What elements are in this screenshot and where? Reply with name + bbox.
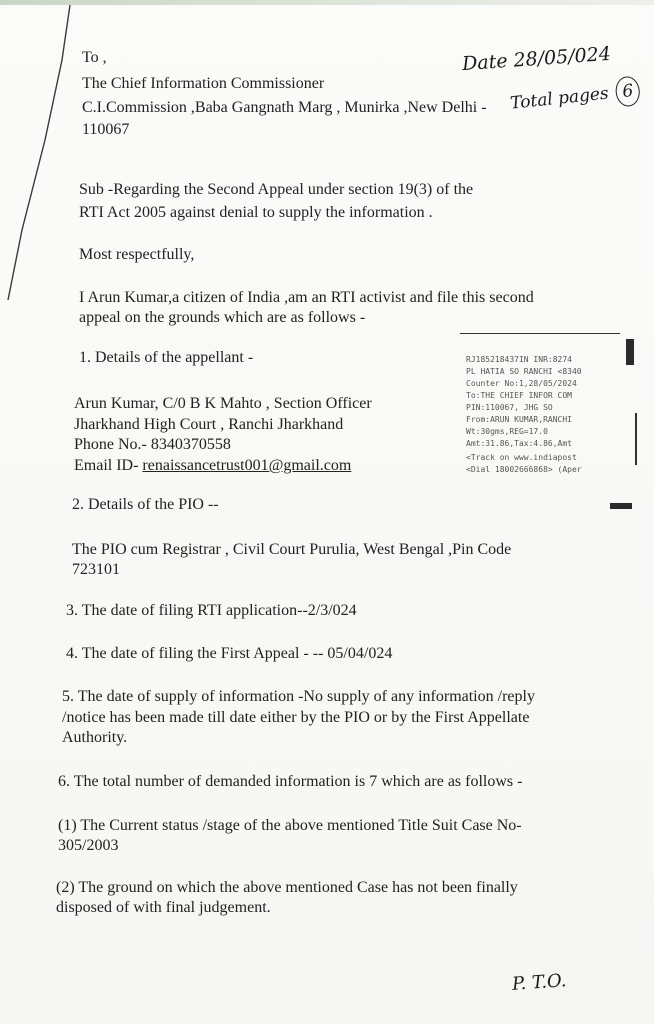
receipt-bottom-mark bbox=[610, 503, 632, 509]
item-1-line-2: 305/2003 bbox=[58, 837, 119, 854]
receipt-line: PIN:110067, JHG SO bbox=[466, 403, 553, 412]
receipt-edge-mark bbox=[626, 339, 634, 365]
item-2-line-2: disposed of with final judgement. bbox=[56, 899, 271, 916]
pio-heading: 2. Details of the PIO -- bbox=[72, 496, 219, 513]
postal-receipt-slip bbox=[460, 333, 640, 518]
pio-line-2: 723101 bbox=[72, 561, 120, 578]
email-link[interactable]: renaissancetrust001@gmail.com bbox=[142, 457, 352, 474]
appellant-phone: Phone No.- 8340370558 bbox=[74, 436, 231, 453]
receipt-tick-mark bbox=[635, 413, 637, 465]
handwritten-date: Date 28/05/024 bbox=[461, 42, 612, 76]
appellant-org: Jharkhand High Court , Ranchi Jharkhand bbox=[74, 416, 344, 433]
subject-line-1: Sub -Regarding the Second Appeal under section 19(3) of the bbox=[79, 181, 474, 198]
handwritten-pto: P. T.O. bbox=[511, 970, 568, 995]
intro-line-1: I Arun Kumar,a citizen of India ,am an RTI activist and file this second bbox=[79, 289, 534, 306]
receipt-line: PL HATIA SO RANCHI <8340 bbox=[466, 367, 582, 376]
page-fold-line bbox=[0, 0, 90, 300]
total-pages-count: 6 bbox=[614, 75, 641, 107]
supply-line-1: 5. The date of supply of information -No supply of any information /reply bbox=[62, 688, 535, 705]
appellant-email-line bbox=[74, 456, 351, 475]
appellant-name: Arun Kumar, C/0 B K Mahto , Section Officer bbox=[74, 395, 372, 412]
receipt-line: <Track on www.indiapost bbox=[466, 453, 577, 462]
receipt-line: Wt:30gms,REG=17.0 bbox=[466, 427, 548, 436]
receipt-line: <Dial 18002666868> (Aper bbox=[466, 465, 582, 474]
salutation: Most respectfully, bbox=[79, 246, 195, 263]
appellant-heading: 1. Details of the appellant - bbox=[79, 349, 254, 366]
subject-line-2: RTI Act 2005 against denial to supply the information . bbox=[79, 204, 433, 221]
receipt-line: From:ARUN KUMAR,RANCHI bbox=[466, 415, 572, 424]
recipient-title: The Chief Information Commissioner bbox=[82, 75, 325, 92]
receipt-line: Counter No:1,28/05/2024 bbox=[466, 379, 577, 388]
receipt-line: RJ185218437IN INR:8274 bbox=[466, 355, 572, 364]
address-line-2: 110067 bbox=[82, 121, 130, 138]
receipt-top-rule bbox=[460, 333, 620, 334]
intro-line-2: appeal on the grounds which are as follows - bbox=[79, 309, 366, 326]
first-appeal-date: 4. The date of filing the First Appeal - -- 05/04/024 bbox=[66, 645, 393, 662]
item-1-line-1: (1) The Current status /stage of the above mentioned Title Suit Case No- bbox=[58, 817, 522, 834]
handwritten-total-pages bbox=[509, 75, 642, 118]
item-2-line-1: (2) The ground on which the above mentioned Case has not been finally bbox=[56, 879, 518, 896]
email-label: Email ID- bbox=[74, 457, 143, 474]
address-line-1: C.I.Commission ,Baba Gangnath Marg , Munirka ,New Delhi - bbox=[82, 99, 487, 116]
supply-line-2: /notice has been made till date either by the PIO or by the First Appellate bbox=[62, 709, 530, 726]
supply-line-3: Authority. bbox=[62, 729, 128, 746]
to-line: To , bbox=[82, 49, 107, 66]
receipt-line: Amt:31.86,Tax:4.86,Amt bbox=[466, 439, 572, 448]
demanded-heading: 6. The total number of demanded information is 7 which are as follows - bbox=[58, 773, 523, 790]
pio-line-1: The PIO cum Registrar , Civil Court Purulia, West Bengal ,Pin Code bbox=[72, 541, 512, 558]
rti-filing-date: 3. The date of filing RTI application--2/3/024 bbox=[66, 602, 357, 619]
scan-top-strip bbox=[0, 0, 654, 5]
receipt-line: To:THE CHIEF INFOR COM bbox=[466, 391, 572, 400]
total-pages-label: Total pages bbox=[509, 83, 610, 114]
